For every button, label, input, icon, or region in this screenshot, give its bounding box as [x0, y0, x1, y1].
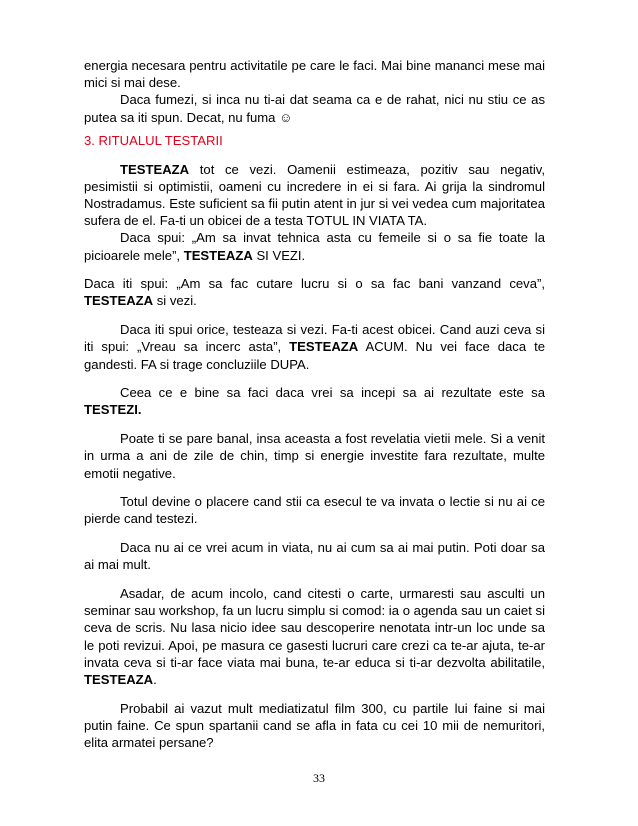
page-number: 33: [313, 771, 325, 785]
paragraph-text: Daca iti spui orice, testeaza si vezi. Fa-ti acest obicei. Cand auzi ceva si iti spui: „Vreau sa incerc asta”,: [84, 322, 545, 355]
bold-text: TESTEAZA: [84, 672, 154, 688]
paragraph-text: Ceea ce e bine sa faci daca vrei sa incepi sa ai rezultate este sa: [120, 385, 545, 401]
paragraph-text: si vezi.: [153, 293, 197, 309]
paragraph: Totul devine o placere cand stii ca esecul te va invata o lectie si nu ai ce pierde cand testezi.: [84, 494, 545, 527]
paragraph-text: Daca spui: „Am sa invat tehnica asta cu femeile si o sa fie toate la picioarele mele”,: [84, 230, 545, 263]
paragraph: [84, 161, 545, 230]
paragraph: Probabil ai vazut mult mediatizatul film 300, cu partile lui faine si mai putin faine. Ce spun spartanii cand se afla in fata cu cei 10 mii de nemuritori, elita armatei persane?: [84, 700, 545, 751]
paragraph: Poate ti se pare banal, insa aceasta a fost revelatia vietii mele. Si a venit in urma a ani de zile de chin, timp si energie investite fara rezultate, multe emotii negative.: [84, 431, 545, 481]
paragraph: Daca fumezi, si inca nu ti-ai dat seama ca e de rahat, nici nu stiu ce as putea sa iti spun. Decat, nu fuma ☺: [84, 92, 545, 125]
section-title: 3. RITUALUL TESTARII: [84, 132, 223, 148]
paragraph: energia necesara pentru activitatile pe care le faci. Mai bine mananci mese mai mici si mai dese.: [84, 58, 545, 91]
paragraph: [84, 585, 545, 688]
bold-text: TESTEAZA: [289, 339, 359, 355]
bold-text: TESTEAZA: [84, 293, 154, 309]
paragraph-text: .: [153, 672, 157, 688]
bold-text: TESTEAZA: [120, 161, 190, 177]
paragraph: [84, 384, 545, 418]
paragraph: [84, 229, 545, 263]
bold-text: TESTEAZA: [183, 247, 253, 263]
paragraph-text: SI VEZI.: [252, 247, 306, 263]
paragraph: [84, 321, 545, 373]
paragraph-text: Asadar, de acum incolo, cand citesti o carte, urmaresti sau asculti un seminar sau workshop, fa un lucru simplu si comod: ia o agenda sau un caiet si ceva de scris. Nu lasa nicio idee sau descoperire nenotata intr-un loc unde sa le poti revizui. Apoi, pe masura ce gasesti lucruri care crezi ca te-ar ajuta, te-ar invata ceva si ti-ar face viata mai buna, te-ar educa si ti-ar dezvolta abilitatile,: [84, 586, 545, 670]
paragraph-text: Daca iti spui: „Am sa fac cutare lucru si o sa fac bani vanzand ceva”,: [84, 276, 545, 292]
paragraph: Daca nu ai ce vrei acum in viata, nu ai cum sa ai mai putin. Poti doar sa ai mai mult.: [84, 540, 545, 573]
indented-paragraph: [84, 275, 545, 309]
paragraph-text: ACUM. Nu vei face daca te gandesti. FA si trage concluziile DUPA.: [84, 339, 545, 372]
paragraph-text: tot ce vezi. Oamenii estimeaza, pozitiv sau negativ, pesimistii si optimistii, oameni cu incredere in ei si fara. Ai grija la sindromul Nostradamus. Este suficient sa fii putin atent in jur si vei vedea cum majoritatea sufera de el. Fa-ti un obicei de a testa TOTUL IN VIATA TA.: [84, 161, 545, 229]
page-body: [84, 57, 545, 751]
bold-text: TESTEZI.: [84, 402, 142, 418]
